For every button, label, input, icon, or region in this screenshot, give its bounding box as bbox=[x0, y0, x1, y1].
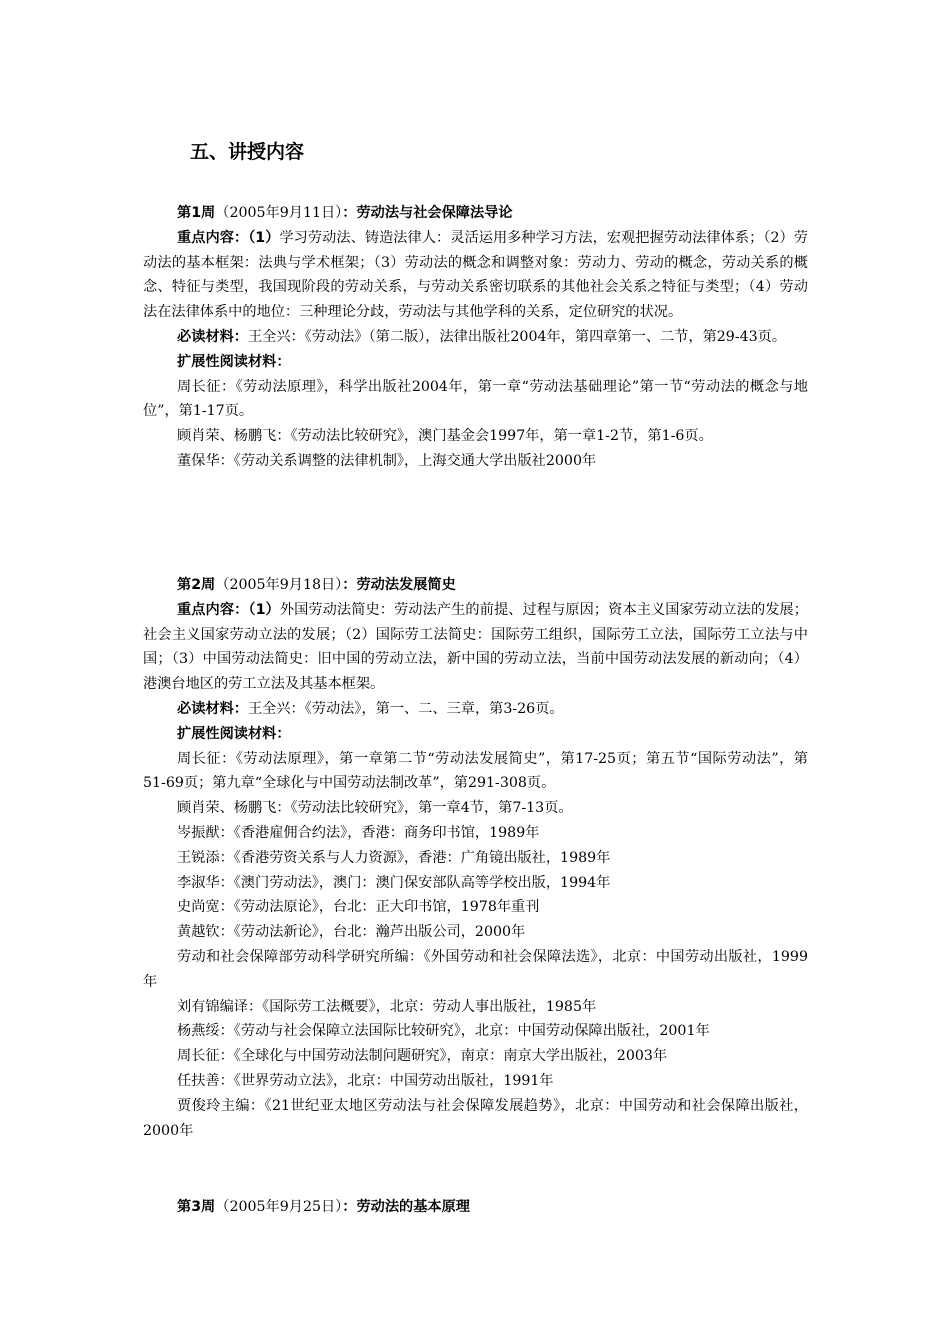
week-date: （2005年9月25日） bbox=[215, 1199, 343, 1215]
extended-reading-label: 扩展性阅读材料： bbox=[177, 353, 291, 370]
reference-item: 顾肖荣、杨鹏飞：《劳动法比较研究》，澳门基金会1997年，第一章1-2节，第1-6页。 bbox=[177, 428, 713, 445]
reference-item: 周长征：《劳动法原理》，第一章第二节“劳动法发展简史”，第17-25页；第五节“国际劳动法”，第51-69页；第九章“全球化与中国劳动法制改革”，第291-308页。 bbox=[143, 750, 808, 792]
required-reading-label: 必读材料： bbox=[177, 328, 248, 345]
week-date: （2005年9月11日） bbox=[215, 205, 343, 221]
week-number: 第1周 bbox=[177, 205, 216, 221]
key-content-text: 学习劳动法、铸造法律人：灵活运用多种学习方法，宏观把握劳动法律体系；（2）劳动法的基本框架：法典与学术框架；（3）劳动法的概念和调整对象：劳动力、劳动的概念，劳动关系的概念、特征与类型，我国现阶段的劳动关系，与劳动关系密切联系的其他社会关系之特征与类型；（4）劳动法在法律体系中的地位：三种理论分歧，劳动法与其他学科的关系，定位研究的状况。 bbox=[143, 229, 808, 321]
key-content-label: 重点内容： bbox=[177, 601, 249, 618]
required-reading-text: 王全兴：《劳动法》，第一、二、三章，第3-26页。 bbox=[247, 700, 564, 717]
week-title: 第1周（2005年9月11日）：劳动法与社会保障法导论 bbox=[177, 205, 513, 221]
key-content: 重点内容：（1）学习劳动法、铸造法律人：灵活运用多种学习方法，宏观把握劳动法律体系；（2）劳动法的基本框架：法典与学术框架；（3）劳动法的概念和调整对象：劳动力、劳动的概念，劳动关系的概念、特征与类型，我国现阶段的劳动关系，与劳动关系密切联系的其他社会关系之特征与类型；（4）劳动法在法律体系中的地位：三种理论分歧，劳动法与其他学科的关系，定位研究的状况。 bbox=[143, 229, 808, 321]
key-content: 重点内容：（1）外国劳动法简史：劳动法产生的前提、过程与原因；资本主义国家劳动立法的发展；社会主义国家劳动立法的发展；（2）国际劳工法简史：国际劳工组织，国际劳工立法，国际劳工立法与中国；（3）中国劳动法简史：旧中国的劳动立法，新中国的劳动立法，当前中国劳动法发展的新动向；（4）港澳台地区的劳工立法及其基本框架。 bbox=[143, 601, 808, 693]
required-reading bbox=[143, 697, 808, 722]
reference-item: 史尚宽：《劳动法原论》，台北：正大印书馆，1978年重刊 bbox=[177, 899, 540, 916]
reference-item: 任扶善：《世界劳动立法》，北京：中国劳动出版社，1991年 bbox=[177, 1072, 554, 1089]
required-reading-label: 必读材料： bbox=[177, 700, 248, 717]
reference-item: 贾俊玲主编：《21世纪亚太地区劳动法与社会保障发展趋势》，北京：中国劳动和社会保障出版社，2000年 bbox=[143, 1097, 808, 1139]
reference-item: 顾肖荣、杨鹏飞：《劳动法比较研究》，第一章4节，第7-13页。 bbox=[177, 800, 573, 817]
reference-item: 刘有锦编译：《国际劳工法概要》，北京：劳动人事出版社，1985年 bbox=[177, 998, 597, 1015]
week-number: 第2周 bbox=[177, 577, 216, 593]
reference-item: 王锐添：《香港劳资关系与人力资源》，香港：广角镜出版社，1989年 bbox=[177, 849, 611, 866]
extended-reading-label: 扩展性阅读材料： bbox=[177, 725, 291, 742]
week-topic: 劳动法与社会保障法导论 bbox=[356, 205, 513, 221]
week-date: （2005年9月18日） bbox=[215, 577, 343, 593]
week-3-section bbox=[143, 1195, 808, 1220]
reference-item: 黄越钦：《劳动法新论》，台北：瀚芦出版公司，2000年 bbox=[177, 924, 526, 941]
week-topic: 劳动法的基本原理 bbox=[356, 1199, 470, 1215]
key-content-text: 外国劳动法简史：劳动法产生的前提、过程与原因；资本主义国家劳动立法的发展；社会主义国家劳动立法的发展；（2）国际劳工法简史：国际劳工组织，国际劳工立法，国际劳工立法与中国；（3）中国劳动法简史：旧中国的劳动立法，新中国的劳动立法，当前中国劳动法发展的新动向；（4）港澳台地区的劳工立法及其基本框架。 bbox=[143, 601, 808, 693]
week-1-section bbox=[143, 201, 808, 474]
reference-item: 岑振猷：《香港雇佣合约法》，香港：商务印书馆，1989年 bbox=[177, 824, 540, 841]
reference-item: 劳动和社会保障部劳动科学研究所编：《外国劳动和社会保障法选》，北京：中国劳动出版社，1999年 bbox=[143, 948, 808, 990]
week-number: 第3周 bbox=[177, 1199, 216, 1215]
week-topic: 劳动法发展简史 bbox=[356, 577, 456, 593]
reference-item: 李淑华：《澳门劳动法》，澳门：澳门保安部队高等学校出版，1994年 bbox=[177, 874, 611, 891]
reference-item: 周长征：《劳动法原理》，科学出版社2004年，第一章“劳动法基础理论”第一节“劳动法的概念与地位”，第1-17页。 bbox=[143, 378, 808, 420]
week-title: 第3周（2005年9月25日）：劳动法的基本原理 bbox=[177, 1199, 470, 1215]
key-content-label: 重点内容： bbox=[177, 229, 249, 246]
section-heading: 五、讲授内容 bbox=[190, 141, 305, 163]
week-2-section bbox=[143, 573, 808, 1143]
required-reading bbox=[143, 325, 808, 350]
week-title: 第2周（2005年9月18日）：劳动法发展简史 bbox=[177, 577, 456, 593]
reference-item: 董保华：《劳动关系调整的法律机制》，上海交通大学出版社2000年 bbox=[177, 452, 597, 469]
reference-item: 周长征：《全球化与中国劳动法制问题研究》，南京：南京大学出版社，2003年 bbox=[177, 1048, 668, 1065]
reference-item: 杨燕绥：《劳动与社会保障立法国际比较研究》，北京：中国劳动保障出版社，2001年 bbox=[177, 1023, 710, 1040]
required-reading-text: 王全兴：《劳动法》（第二版），法律出版社2004年，第四章第一、二节，第29-43页。 bbox=[247, 328, 787, 345]
